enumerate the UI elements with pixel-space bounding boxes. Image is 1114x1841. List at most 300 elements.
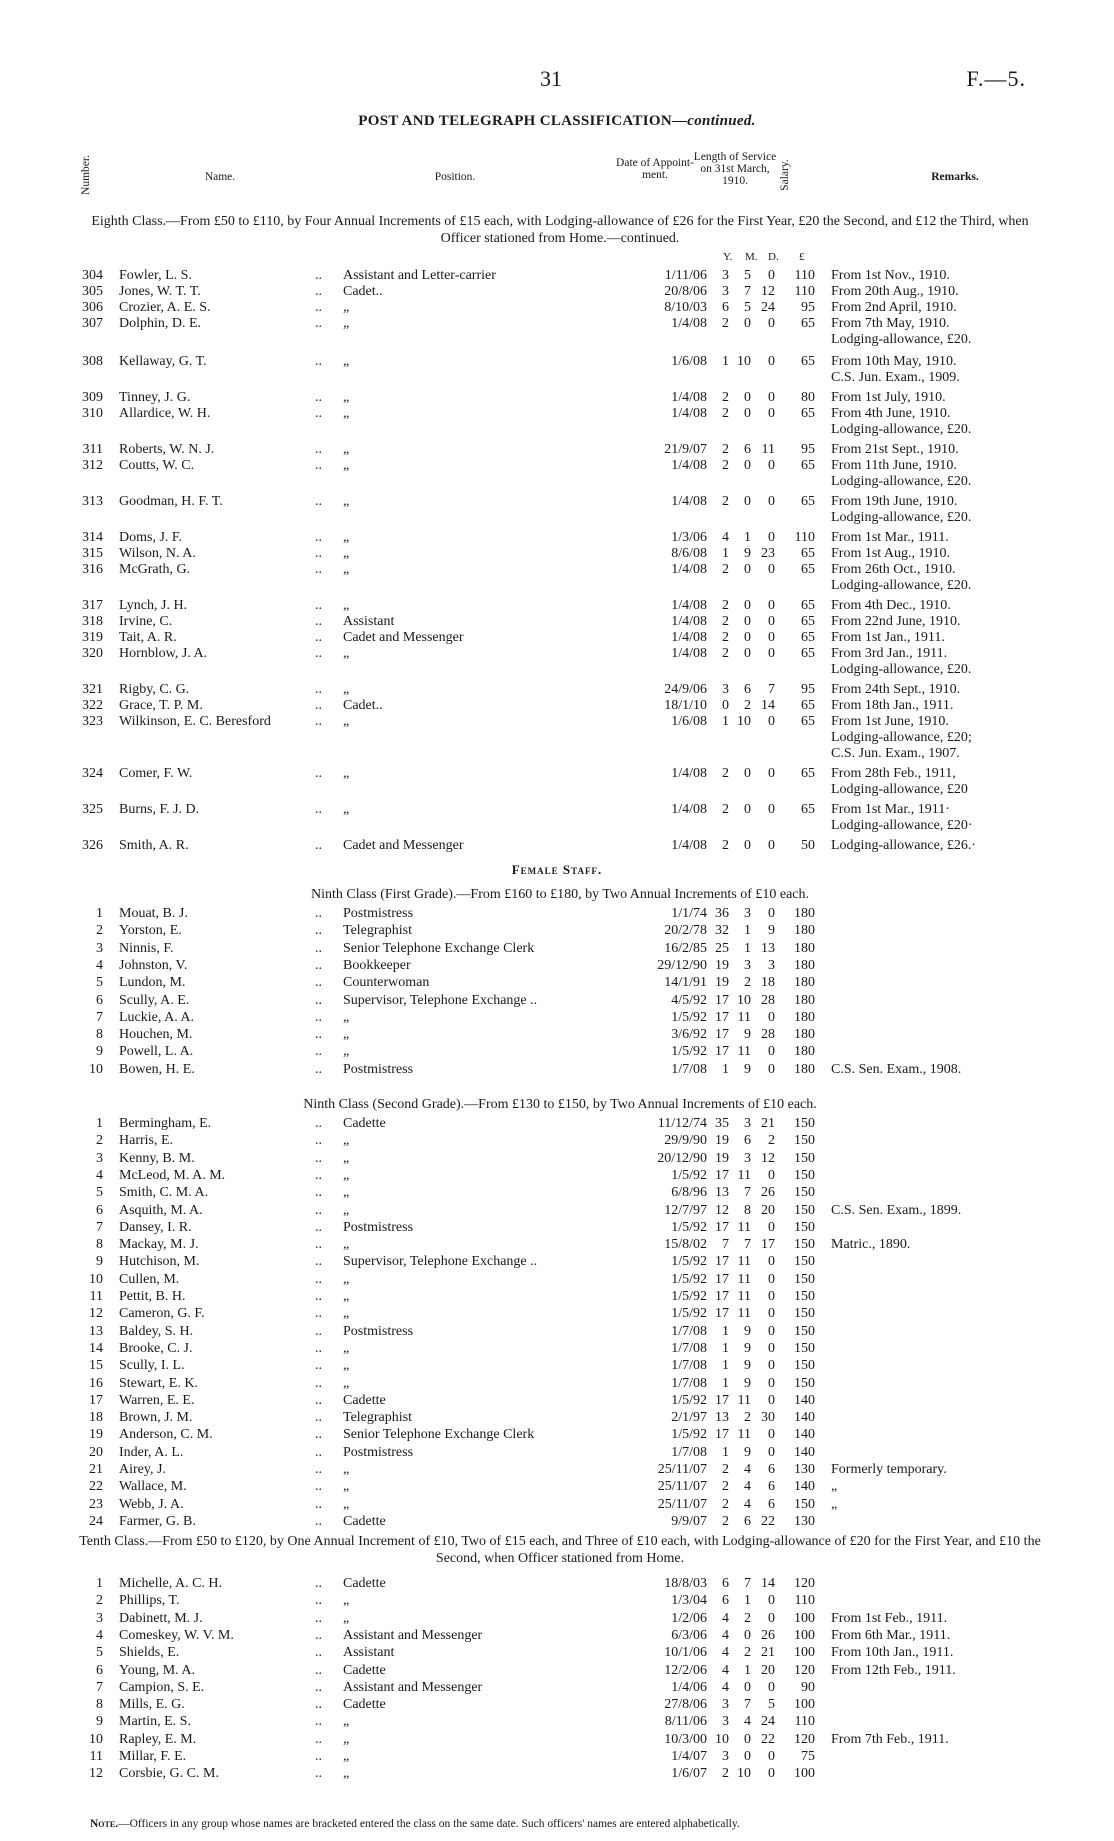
leader-dots: .. — [315, 1714, 322, 1730]
row-number: 5 — [96, 1185, 103, 1201]
row-number: 10 — [89, 1061, 103, 1077]
table-row — [75, 1611, 1050, 1627]
row-number: 12 — [89, 1306, 103, 1322]
leader-dots: .. — [315, 906, 322, 921]
table-row — [75, 766, 1050, 782]
row-date: 1/5/92 — [671, 1427, 707, 1443]
row-date: 6/3/06 — [671, 1627, 707, 1643]
row-salary: 65 — [801, 494, 815, 509]
row-position: „ — [343, 354, 350, 369]
row-number: 305 — [82, 284, 103, 299]
row-date: 21/9/07 — [664, 442, 707, 457]
leader-dots: .. — [315, 1593, 322, 1609]
row-months: 4 — [744, 1479, 751, 1495]
table-row — [75, 1445, 1050, 1461]
header-number-text: Number. — [80, 155, 92, 195]
row-salary: 150 — [794, 1306, 815, 1322]
leader-dots: .. — [315, 1254, 322, 1270]
row-number: 10 — [89, 1271, 103, 1287]
row-salary: 65 — [801, 714, 815, 729]
row-remarks: From 1st Mar., 1911. — [831, 530, 949, 545]
header-salary — [775, 143, 797, 209]
row-days: 17 — [761, 1237, 775, 1253]
row-date: 1/6/07 — [671, 1766, 707, 1782]
row-position: Supervisor, Telephone Exchange .. — [343, 992, 538, 1008]
row-months: 3 — [744, 1150, 751, 1166]
row-salary: 150 — [794, 1185, 815, 1201]
row-salary: 65 — [801, 598, 815, 613]
row-remarks: From 12th Feb., 1911. — [831, 1662, 956, 1678]
row-position: Cadette — [343, 1513, 386, 1529]
row-date: 29/12/90 — [657, 957, 707, 973]
row-salary: 80 — [801, 390, 815, 405]
row-date: 1/4/08 — [671, 494, 707, 509]
row-years: 17 — [715, 1219, 729, 1235]
row-position: Cadette — [343, 1576, 386, 1591]
row-position: Postmistress — [343, 1061, 414, 1077]
row-remarks: From 24th Sept., 1910. — [831, 682, 961, 697]
row-number: 2 — [96, 1593, 103, 1609]
row-position: „ — [343, 458, 350, 473]
row-number: 3 — [96, 1610, 103, 1626]
row-salary: 140 — [794, 1427, 815, 1443]
row-number: 17 — [89, 1392, 103, 1408]
row-position: Telegraphist — [343, 923, 412, 939]
row-years: 1 — [722, 1444, 729, 1460]
table-row — [75, 1410, 1050, 1426]
row-salary: 180 — [794, 906, 815, 921]
leader-dots: .. — [315, 494, 322, 509]
table-row — [75, 1289, 1050, 1305]
row-months: 2 — [744, 1610, 751, 1626]
title-main: POST AND TELEGRAPH CLASSIFICATION — [358, 113, 672, 129]
row-date: 20/8/06 — [664, 284, 707, 299]
table-header — [75, 143, 1035, 211]
row-months: 9 — [744, 546, 751, 561]
footnote — [90, 1818, 740, 1830]
row-years: 17 — [715, 1167, 729, 1183]
row-number: 322 — [82, 698, 103, 713]
row-years: 3 — [722, 1749, 729, 1764]
row-position: „ — [343, 406, 350, 421]
footnote-text: —Officers in any group whose names are bracketed entered the class on the same date. Such officers' names are entered alphabetically. — [118, 1818, 740, 1830]
row-date: 1/3/04 — [671, 1593, 707, 1609]
row-number: 325 — [82, 802, 103, 817]
row-position: „ — [343, 1731, 350, 1747]
row-months: 1 — [744, 923, 751, 939]
table-row — [75, 958, 1050, 974]
table-row — [75, 1766, 1050, 1782]
table-row — [75, 1663, 1050, 1679]
leader-dots: .. — [315, 1167, 322, 1183]
row-position: „ — [343, 1749, 350, 1764]
table-row — [75, 1272, 1050, 1288]
row-date: 2/1/97 — [671, 1410, 707, 1426]
row-salary: 150 — [794, 1219, 815, 1235]
row-months: 0 — [744, 316, 751, 331]
row-days: 21 — [761, 1645, 775, 1661]
row-number: 321 — [82, 682, 103, 697]
row-years: 17 — [715, 1254, 729, 1270]
leader-dots: .. — [315, 268, 322, 283]
row-salary: 65 — [801, 614, 815, 629]
row-name: Fowler, L. S. — [119, 268, 192, 283]
leader-dots: .. — [315, 940, 322, 956]
row-years: 2 — [722, 1766, 729, 1782]
leader-dots: .. — [315, 1766, 322, 1782]
row-years: 17 — [715, 992, 729, 1008]
row-position: „ — [343, 1462, 350, 1477]
row-years: 13 — [715, 1410, 729, 1426]
row-number: 4 — [96, 1627, 103, 1643]
header-date: Date of Appoint-ment. — [616, 157, 694, 181]
row-remarks-continued: Lodging-allowance, £20. — [831, 662, 972, 677]
row-years: 3 — [722, 1714, 729, 1730]
row-date: 12/2/06 — [664, 1662, 707, 1678]
row-years: 6 — [722, 1576, 729, 1591]
row-years: 0 — [722, 698, 729, 713]
row-years: 17 — [715, 1427, 729, 1443]
leader-dots: .. — [315, 598, 322, 613]
row-salary: 150 — [794, 1133, 815, 1149]
row-position: „ — [343, 1593, 350, 1609]
row-name: Shields, E. — [119, 1645, 180, 1661]
header-length: Length of Service on 31st March, 1910. — [693, 151, 777, 187]
row-years: 2 — [722, 802, 729, 817]
row-number: 8 — [96, 1027, 103, 1043]
row-position: Assistant and Messenger — [343, 1627, 483, 1643]
row-number: 1 — [96, 1116, 103, 1131]
row-salary: 180 — [794, 1009, 815, 1025]
row-years: 4 — [722, 1610, 729, 1626]
row-name: Harris, E. — [119, 1133, 174, 1149]
row-remarks-continued: Lodging-allowance, £20. — [831, 474, 972, 489]
row-number: 2 — [96, 923, 103, 939]
footnote-label: Note. — [90, 1818, 119, 1830]
row-position: Cadet.. — [343, 284, 383, 299]
row-date: 6/8/96 — [671, 1185, 707, 1201]
row-salary: 180 — [794, 1027, 815, 1043]
row-months: 5 — [744, 300, 751, 315]
row-date: 1/4/08 — [671, 646, 707, 661]
row-days: 24 — [761, 300, 775, 315]
row-name: Comeskey, W. V. M. — [119, 1627, 234, 1643]
row-years: 3 — [722, 682, 729, 697]
row-remarks: From 22nd June, 1910. — [831, 614, 961, 629]
unit-months: M. — [745, 251, 758, 263]
row-number: 324 — [82, 766, 103, 781]
row-years: 2 — [722, 614, 729, 629]
header-name: Name. — [204, 171, 236, 183]
row-remarks: From 4th June, 1910. — [831, 406, 951, 421]
row-name: Millar, F. E. — [119, 1749, 187, 1764]
row-days: 0 — [768, 406, 775, 421]
row-salary: 150 — [794, 1167, 815, 1183]
row-salary: 90 — [801, 1679, 815, 1695]
row-date: 1/5/92 — [671, 1392, 707, 1408]
row-remarks: C.S. Sen. Exam., 1908. — [831, 1061, 962, 1077]
row-salary: 110 — [794, 1714, 815, 1730]
row-days: 0 — [768, 1306, 775, 1322]
row-number: 306 — [82, 300, 103, 315]
row-date: 1/6/08 — [671, 714, 707, 729]
table-row — [75, 1376, 1050, 1392]
row-date: 1/7/08 — [671, 1358, 707, 1374]
row-number: 315 — [82, 546, 103, 561]
row-position: Cadet and Messenger — [343, 838, 464, 853]
row-position: Counterwoman — [343, 975, 430, 991]
row-date: 1/4/08 — [671, 316, 707, 331]
row-remarks: From 7th Feb., 1911. — [831, 1731, 949, 1747]
row-remarks: From 28th Feb., 1911, — [831, 766, 956, 781]
row-number: 7 — [96, 1219, 103, 1235]
table-row — [75, 530, 1050, 546]
row-name: Wallace, M. — [119, 1479, 187, 1495]
row-number: 18 — [89, 1410, 103, 1426]
row-months: 1 — [744, 940, 751, 956]
row-salary: 150 — [794, 1323, 815, 1339]
row-position: „ — [343, 546, 350, 561]
leader-dots: .. — [315, 1392, 322, 1408]
row-name: Comer, F. W. — [119, 766, 193, 781]
row-remarks: From 7th May, 1910. — [831, 316, 950, 331]
row-name: Rapley, E. M. — [119, 1731, 197, 1747]
row-months: 11 — [737, 1009, 751, 1025]
row-remarks: From 20th Aug., 1910. — [831, 284, 959, 299]
row-years: 19 — [715, 1150, 729, 1166]
row-days: 28 — [761, 1027, 775, 1043]
row-years: 2 — [722, 1462, 729, 1477]
row-years: 2 — [722, 838, 729, 853]
row-name: Lynch, J. H. — [119, 598, 188, 613]
row-name: Bowen, H. E. — [119, 1061, 195, 1077]
row-years: 2 — [722, 598, 729, 613]
row-name: Martin, E. S. — [119, 1714, 191, 1730]
row-name: Allardice, W. H. — [119, 406, 211, 421]
row-remarks: From 1st Aug., 1910. — [831, 546, 951, 561]
row-days: 0 — [768, 1271, 775, 1287]
row-days: 0 — [768, 458, 775, 473]
row-date: 14/1/91 — [664, 975, 707, 991]
row-years: 1 — [722, 714, 729, 729]
row-years: 1 — [722, 1340, 729, 1356]
row-position: Cadette — [343, 1392, 386, 1408]
row-remarks: From 1st Mar., 1911· — [831, 802, 950, 817]
row-position: „ — [343, 494, 350, 509]
header-remarks: Remarks. — [931, 171, 979, 183]
row-remarks: Lodging-allowance, £26.· — [831, 838, 977, 853]
table-row — [75, 1133, 1050, 1149]
row-months: 11 — [737, 1044, 751, 1060]
row-date: 27/8/06 — [664, 1697, 707, 1713]
row-date: 25/11/07 — [657, 1479, 707, 1495]
leader-dots: .. — [315, 766, 322, 781]
row-years: 1 — [722, 354, 729, 369]
leader-dots: .. — [315, 1627, 322, 1643]
row-number: 3 — [96, 1150, 103, 1166]
row-salary: 50 — [801, 838, 815, 853]
leader-dots: .. — [315, 1306, 322, 1322]
row-name: Mackay, M. J. — [119, 1237, 199, 1253]
row-number: 309 — [82, 390, 103, 405]
row-days: 0 — [768, 1766, 775, 1782]
row-days: 0 — [768, 354, 775, 369]
table-row — [75, 1358, 1050, 1374]
row-months: 0 — [744, 598, 751, 613]
row-salary: 65 — [801, 630, 815, 645]
row-date: 1/7/08 — [671, 1340, 707, 1356]
row-number: 19 — [89, 1427, 103, 1443]
row-remarks-continued: C.S. Jun. Exam., 1909. — [831, 370, 960, 385]
row-name: Smith, A. R. — [119, 838, 189, 853]
row-years: 4 — [722, 1627, 729, 1643]
row-salary: 95 — [801, 442, 815, 457]
row-months: 11 — [737, 1289, 751, 1304]
row-position: Assistant — [343, 1645, 395, 1661]
table-row — [75, 1497, 1050, 1513]
table-row — [75, 1628, 1050, 1644]
row-years: 6 — [722, 300, 729, 315]
row-months: 8 — [744, 1202, 751, 1218]
row-months: 4 — [744, 1496, 751, 1512]
row-number: 9 — [96, 1044, 103, 1060]
row-number: 10 — [89, 1731, 103, 1747]
row-months: 7 — [744, 1185, 751, 1201]
row-years: 17 — [715, 1306, 729, 1322]
table-row — [75, 1027, 1050, 1043]
table-row — [75, 1185, 1050, 1201]
row-name: Kellaway, G. T. — [119, 354, 207, 369]
leader-dots: .. — [315, 1044, 322, 1060]
row-name: Farmer, G. B. — [119, 1513, 196, 1529]
row-name: Scully, A. E. — [119, 992, 190, 1008]
row-days: 0 — [768, 1610, 775, 1626]
row-name: Hornblow, J. A. — [119, 646, 208, 661]
row-months: 5 — [744, 268, 751, 283]
row-days: 0 — [768, 1254, 775, 1270]
row-position: „ — [343, 1610, 350, 1626]
row-date: 1/4/08 — [671, 802, 707, 817]
row-position: „ — [343, 530, 350, 545]
row-remarks: From 1st Nov., 1910. — [831, 268, 950, 283]
unit-days: D. — [768, 251, 779, 263]
row-number: 24 — [89, 1513, 103, 1529]
leader-dots: .. — [315, 682, 322, 697]
row-days: 20 — [761, 1202, 775, 1218]
table-row — [75, 646, 1050, 662]
row-position: „ — [343, 1133, 350, 1149]
row-name: Johnston, V. — [119, 957, 188, 973]
table-row — [75, 1680, 1050, 1696]
row-days: 5 — [768, 1697, 775, 1713]
row-years: 2 — [722, 316, 729, 331]
row-date: 1/3/06 — [671, 530, 707, 545]
table-row — [75, 1514, 1050, 1530]
row-salary: 75 — [801, 1749, 815, 1764]
row-months: 7 — [744, 1576, 751, 1591]
row-months: 0 — [744, 1749, 751, 1764]
row-salary: 100 — [794, 1697, 815, 1713]
row-months: 0 — [744, 406, 751, 421]
row-years: 36 — [715, 906, 729, 921]
row-remarks-continued: Lodging-allowance, £20. — [831, 510, 972, 525]
row-months: 3 — [744, 906, 751, 921]
row-date: 1/4/08 — [671, 458, 707, 473]
row-months: 11 — [737, 1427, 751, 1443]
row-days: 0 — [768, 1392, 775, 1408]
row-remarks-continued: Lodging-allowance, £20. — [831, 422, 972, 437]
row-years: 2 — [722, 458, 729, 473]
row-name: Grace, T. P. M. — [119, 698, 203, 713]
row-years: 2 — [722, 406, 729, 421]
row-months: 6 — [744, 442, 751, 457]
row-number: 16 — [89, 1375, 103, 1391]
row-months: 0 — [744, 1627, 751, 1643]
row-salary: 65 — [801, 354, 815, 369]
row-number: 6 — [96, 992, 103, 1008]
row-remarks: From 1st Jan., 1911. — [831, 630, 945, 645]
row-number: 22 — [89, 1479, 103, 1495]
row-salary: 150 — [794, 1202, 815, 1218]
table-row — [75, 1714, 1050, 1730]
row-months: 1 — [744, 1593, 751, 1609]
row-remarks: Matric., 1890. — [831, 1237, 911, 1253]
row-position: „ — [343, 714, 350, 729]
row-number: 4 — [96, 957, 103, 973]
row-salary: 100 — [794, 1627, 815, 1643]
row-number: 21 — [89, 1462, 103, 1477]
table-row — [75, 1697, 1050, 1713]
row-position: Cadette — [343, 1116, 386, 1131]
row-days: 26 — [761, 1627, 775, 1643]
row-salary: 150 — [794, 1116, 815, 1131]
unit-pound: £ — [799, 251, 805, 263]
leader-dots: .. — [315, 1513, 322, 1529]
row-days: 0 — [768, 1749, 775, 1764]
row-number: 11 — [89, 1289, 103, 1304]
row-date: 1/5/92 — [671, 1289, 707, 1304]
header-position: Position. — [434, 171, 476, 183]
row-days: 0 — [768, 1593, 775, 1609]
row-years: 6 — [722, 1593, 729, 1609]
row-days: 0 — [768, 1289, 775, 1304]
row-number: 7 — [96, 1679, 103, 1695]
row-years: 19 — [715, 1133, 729, 1149]
row-position: Supervisor, Telephone Exchange .. — [343, 1254, 538, 1270]
row-months: 0 — [744, 494, 751, 509]
leader-dots: .. — [315, 546, 322, 561]
page-title — [0, 113, 1114, 130]
row-salary: 65 — [801, 698, 815, 713]
leader-dots: .. — [315, 1731, 322, 1747]
row-months: 11 — [737, 1271, 751, 1287]
leader-dots: .. — [315, 1697, 322, 1713]
row-months: 6 — [744, 682, 751, 697]
row-months: 0 — [744, 390, 751, 405]
row-salary: 130 — [794, 1462, 815, 1477]
leader-dots: .. — [315, 316, 322, 331]
leader-dots: .. — [315, 1133, 322, 1149]
row-name: Powell, L. A. — [119, 1044, 194, 1060]
row-salary: 65 — [801, 802, 815, 817]
row-months: 9 — [744, 1027, 751, 1043]
row-name: Coutts, W. C. — [119, 458, 195, 473]
row-salary: 140 — [794, 1444, 815, 1460]
row-position: Cadette — [343, 1662, 386, 1678]
row-salary: 150 — [794, 1271, 815, 1287]
row-number: 12 — [89, 1766, 103, 1782]
row-days: 2 — [768, 1133, 775, 1149]
